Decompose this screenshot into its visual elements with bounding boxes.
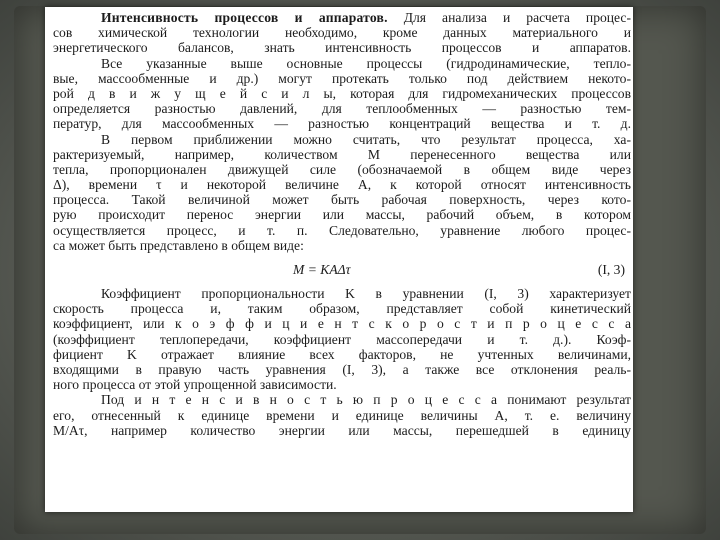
text-line: Под и н т е н с и в н о с т ь ю п р о ц е с с а понимают результат: [101, 392, 631, 408]
text-line: Все указанные выше основные процессы (гидродинамические, тепло-: [101, 55, 631, 71]
text-line: рую происходит перенос энергии или массы, рабочий объем, в котором: [53, 207, 631, 223]
text-line: вые, массообменные и др.) могут протекать только под действием некото-: [53, 70, 631, 86]
formula-row: [53, 256, 631, 286]
text-line: фициент K отражает влияние всех факторов, не учтенных величинами,: [53, 346, 631, 362]
text-block-top: [53, 10, 631, 253]
text-line: рой д в и ж у щ е й с и л ы, которая для гидромеханических процессов: [53, 85, 631, 101]
page-text: [53, 10, 631, 438]
text-line: (коэффициент теплопередачи, коэффициент массопередачи и т. д.). Коэф-: [53, 331, 631, 347]
scanned-page: [45, 7, 633, 512]
formula-number: (I, 3): [597, 262, 625, 277]
text-line: осуществляется процесс, и т. п. Следовательно, уравнение любого процес-: [53, 222, 631, 238]
text-line: его, отнесенный к единице времени и единице величины A, т. е. величину: [53, 407, 631, 423]
text-line: тепла, пропорционален движущей силе (обозначаемой в общем виде через: [53, 161, 631, 177]
text-line: коэффициент, или к о э ф ф и ц и е н т с к о р о с т и п р о ц е с с а: [53, 316, 631, 332]
text-line: определяется разностью давлений, для теплообменных — разностью тем-: [53, 101, 631, 117]
text-line: энергетического балансов, знать интенсивность процессов и аппаратов.: [53, 40, 631, 56]
text-line: В первом приближении можно считать, что результат процесса, ха-: [101, 131, 631, 147]
text-line: Δ), времени τ и некоторой величине A, к которой относят интенсивность: [53, 177, 631, 193]
text-line: входящими в правую часть уравнения (I, 3), а также все отклонения реаль-: [53, 361, 631, 377]
text-line: Интенсивность процессов и аппаратов. Для анализа и расчета процес-: [101, 10, 631, 25]
text-line: рактеризуемый, например, количеством M перенесенного вещества или: [53, 146, 631, 162]
text-line: ператур, для массообменных — разностью концентраций вещества и т. д.: [53, 116, 631, 132]
text-block-bottom: [53, 286, 631, 438]
text-line: сов химической технологии необходимо, кроме данных материального и: [53, 25, 631, 41]
text-line: процесса. Такой величиной может быть рабочая поверхность, через кото-: [53, 192, 631, 208]
text-line: Коэффициент пропорциональности K в уравнении (I, 3) характеризует: [101, 286, 631, 301]
formula: M = KAΔτ: [293, 262, 351, 277]
text-line: скорость процесса и, таким образом, представляет собой кинетический: [53, 301, 631, 317]
text-line: ного процесса от этой упрощенной зависимости.: [53, 377, 337, 393]
section-heading: Интенсивность процессов и аппаратов.: [101, 10, 388, 25]
text-line: M/Aτ, например количество энергии или массы, перешедшей в единицу: [53, 422, 631, 438]
text-line: са может быть представлено в общем виде:: [53, 237, 304, 253]
